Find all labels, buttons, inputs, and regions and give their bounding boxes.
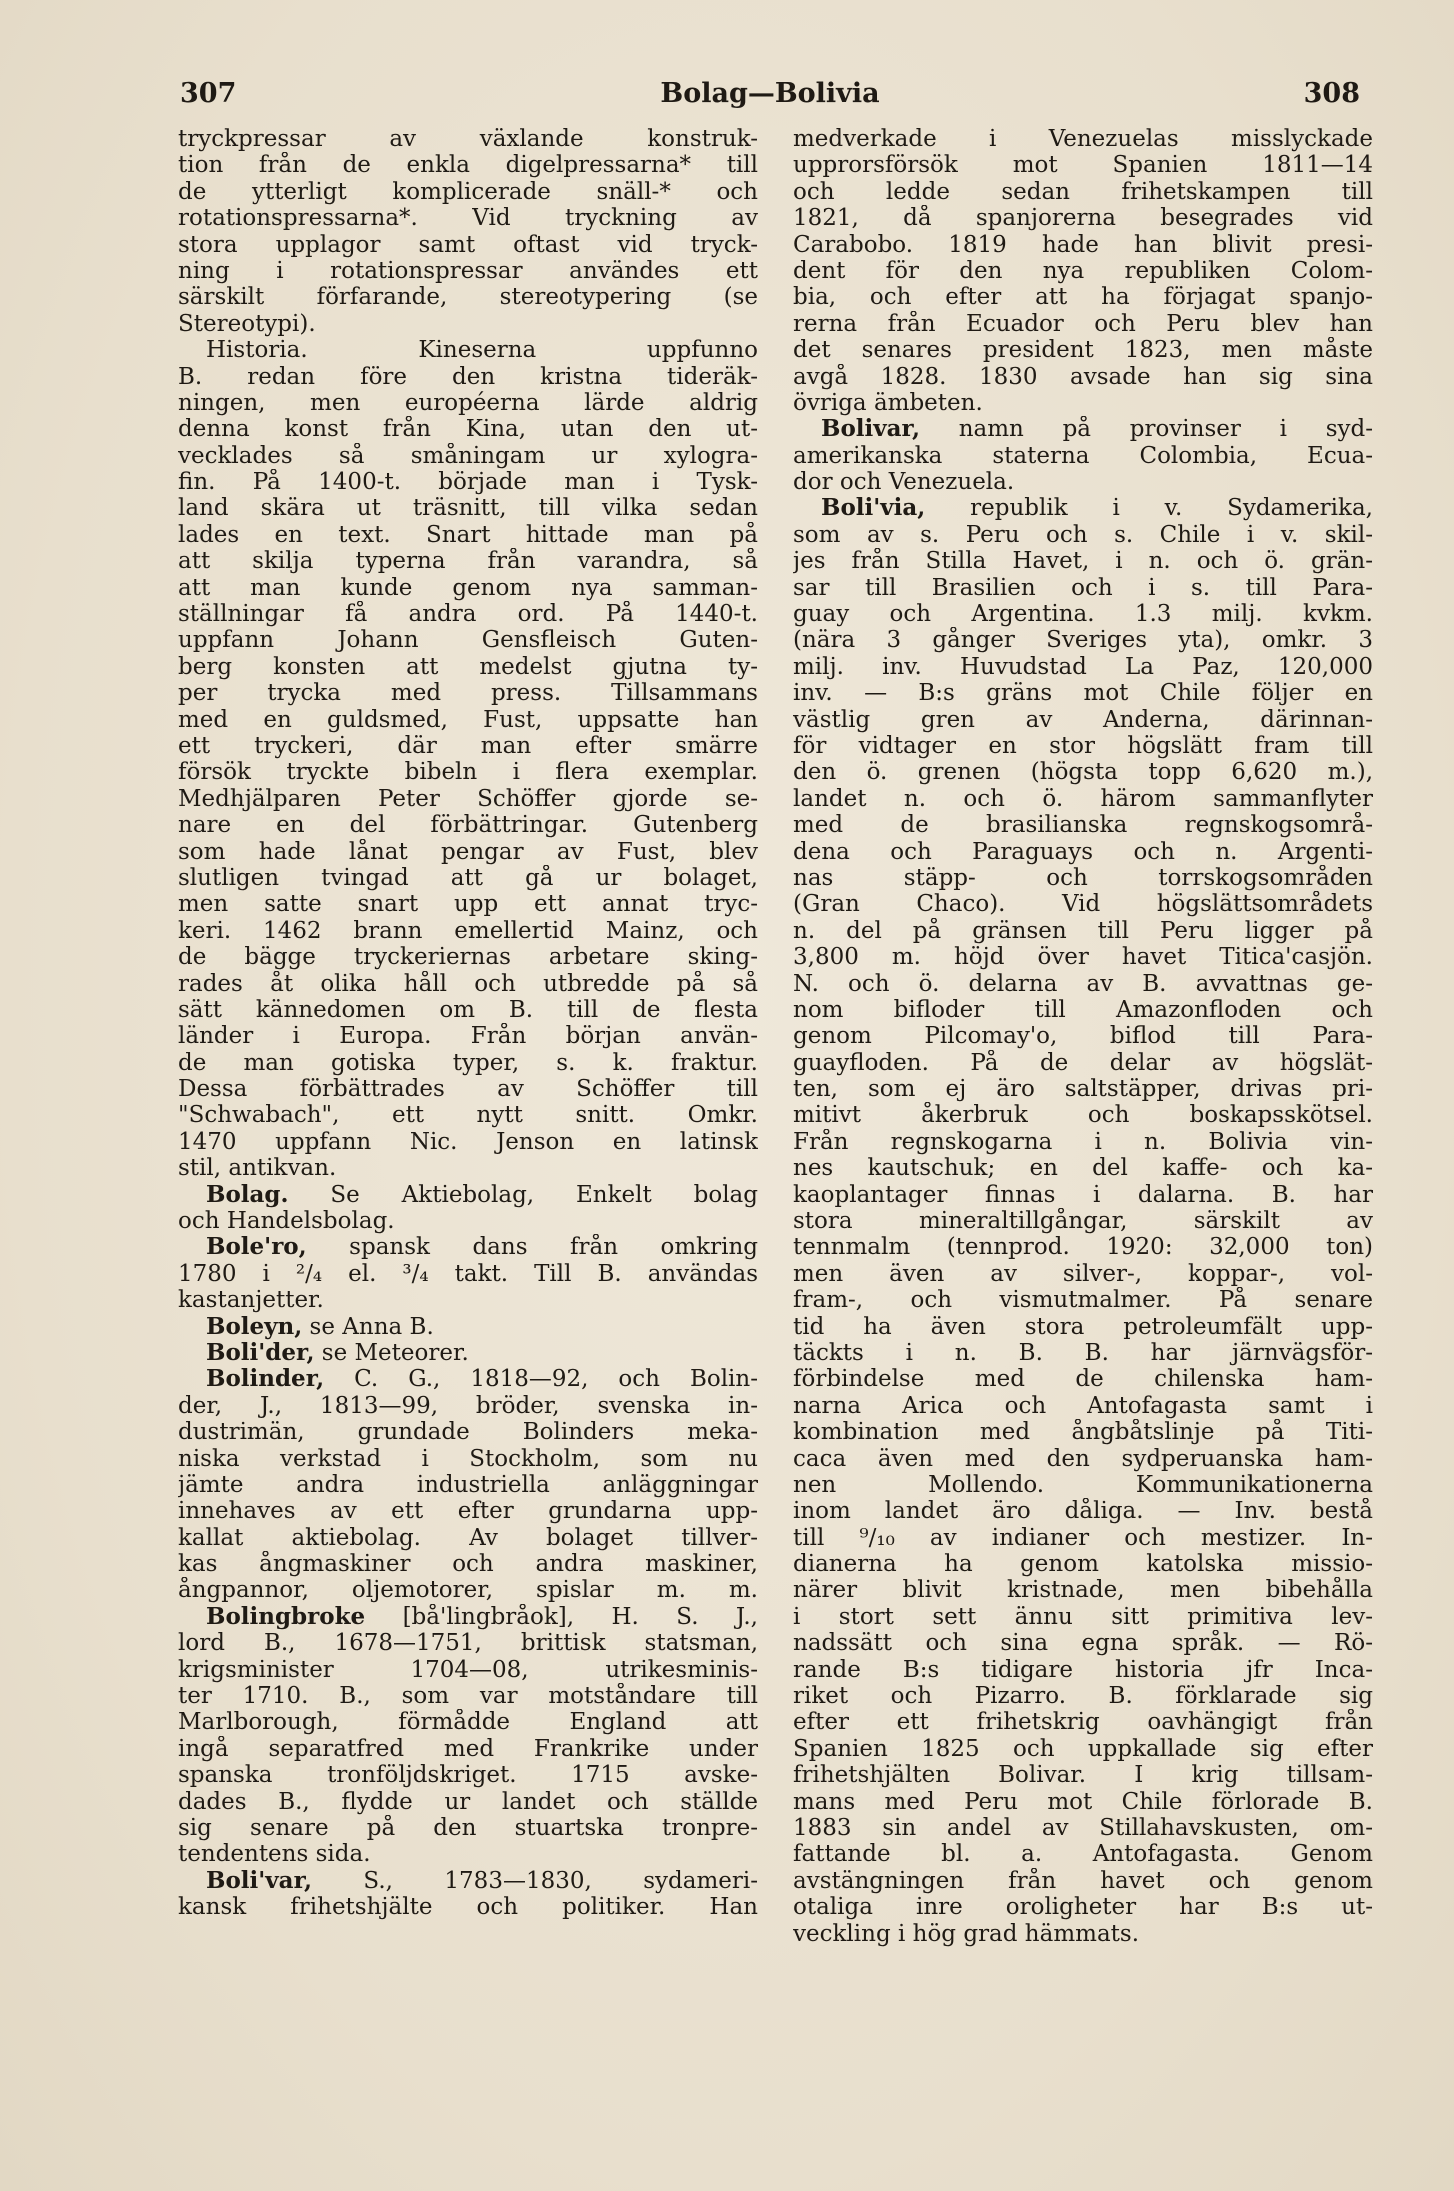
text-line: för vidtager en stor högslätt fram till xyxy=(793,732,1373,759)
text-line: förbindelse med de chilenska ham- xyxy=(793,1366,1373,1393)
text-line: att skilja typerna från varandra, så xyxy=(178,548,758,575)
text-line: ingå separatfred med Frankrike under xyxy=(178,1735,758,1762)
text-line: Bole'ro, spansk dans från omkring xyxy=(206,1234,758,1261)
text-line: n. del på gränsen till Peru ligger på xyxy=(793,917,1373,944)
text-line: der, J., 1813—99, bröder, svenska in- xyxy=(178,1392,758,1419)
right-column xyxy=(793,126,1373,1947)
text-line: Marlborough, förmådde England att xyxy=(178,1709,758,1736)
text-line: nare en del förbättringar. Gutenberg xyxy=(178,812,758,839)
text-line: tion från de enkla digelpressarna* till xyxy=(178,152,758,179)
text-line: kaoplantager finnas i dalarna. B. har xyxy=(793,1181,1373,1208)
text-line: Boli'var, S., 1783—1830, sydameri- xyxy=(206,1867,758,1894)
text-line: keri. 1462 brann emellertid Mainz, och xyxy=(178,917,758,944)
text-line: Bolinder, C. G., 1818—92, och Bolin- xyxy=(206,1366,758,1393)
text-line: ten, som ej äro saltstäpper, drivas pri- xyxy=(793,1076,1373,1103)
text-line: kombination med ångbåtslinje på Titi- xyxy=(793,1419,1373,1446)
text-line: fattande bl. a. Antofagasta. Genom xyxy=(793,1841,1373,1868)
text-line: särskilt förfarande, stereotypering (se xyxy=(178,284,758,311)
text-line: caca även med den sydperuanska ham- xyxy=(793,1445,1373,1472)
text-line: dades B., flydde ur landet och ställde xyxy=(178,1788,758,1815)
text-line: guayfloden. På de delar av högslät- xyxy=(793,1049,1373,1076)
text-line: ställningar få andra ord. På 1440-t. xyxy=(178,601,758,628)
text-line: rerna från Ecuador och Peru blev han xyxy=(793,310,1373,337)
text-line: i stort sett ännu sitt primitiva lev- xyxy=(793,1603,1373,1630)
text-line: inom landet äro dåliga. — Inv. bestå xyxy=(793,1498,1373,1525)
text-line: dent för den nya republiken Colom- xyxy=(793,257,1373,284)
text-line: 1821, då spanjorerna besegrades vid xyxy=(793,205,1373,232)
text-line: sar till Brasilien och i s. till Para- xyxy=(793,574,1373,601)
text-line: som av s. Peru och s. Chile i v. skil- xyxy=(793,521,1373,548)
text-line: täckts i n. B. B. har järnvägsför- xyxy=(793,1339,1373,1366)
text-line: veckling i hög grad hämmats. xyxy=(793,1920,1140,1947)
text-line: stora mineraltillgångar, särskilt av xyxy=(793,1208,1373,1235)
text-line: rande B:s tidigare historia jfr Inca- xyxy=(793,1656,1373,1683)
text-line: B. redan före den kristna tideräk- xyxy=(178,363,758,390)
text-line: land skära ut träsnitt, till vilka sedan xyxy=(178,495,758,522)
text-line: fram-, och vismutmalmer. På senare xyxy=(793,1287,1373,1314)
text-line: denna konst från Kina, utan den ut- xyxy=(178,416,758,443)
text-line: nes kautschuk; en del kaffe- och ka- xyxy=(793,1155,1373,1182)
text-line: bia, och efter att ha förjagat spanjo- xyxy=(793,284,1373,311)
text-line: nom bifloder till Amazonfloden och xyxy=(793,996,1373,1023)
text-line: dianerna ha genom katolska missio- xyxy=(793,1551,1373,1578)
text-line: mitivt åkerbruk och boskapsskötsel. xyxy=(793,1102,1373,1129)
text-line: Spanien 1825 och uppkallade sig efter xyxy=(793,1735,1373,1762)
text-line: dor och Venezuela. xyxy=(793,469,1015,496)
text-line: kallat aktiebolag. Av bolaget tillver- xyxy=(178,1524,758,1551)
text-line: guay och Argentina. 1.3 milj. kvkm. xyxy=(793,601,1373,628)
text-line: genom Pilcomay'o, biflod till Para- xyxy=(793,1023,1373,1050)
text-line: som hade lånat pengar av Fust, blev xyxy=(178,838,758,865)
text-line: Boli'der, se Meteorer. xyxy=(206,1339,469,1366)
text-line: berg konsten att medelst gjutna ty- xyxy=(178,653,758,680)
page-number-left: 307 xyxy=(180,78,237,109)
text-line: den ö. grenen (högsta topp 6,620 m.), xyxy=(793,759,1373,786)
text-line: de man gotiska typer, s. k. fraktur. xyxy=(178,1049,758,1076)
text-line: uppfann Johann Gensfleisch Guten- xyxy=(178,627,758,654)
text-line: med de brasilianska regnskogsområ- xyxy=(793,812,1373,839)
text-line: Boli'via, republik i v. Sydamerika, xyxy=(821,495,1373,522)
text-line: Boleyn, se Anna B. xyxy=(206,1313,434,1340)
text-line: Carabobo. 1819 hade han blivit presi- xyxy=(793,231,1373,258)
text-line: 1780 i ²/₄ el. ³/₄ takt. Till B. användas xyxy=(178,1260,758,1287)
text-line: 3,800 m. höjd över havet Titica'casjön. xyxy=(793,944,1373,971)
text-line: N. och ö. delarna av B. avvattnas ge- xyxy=(793,970,1373,997)
text-line: niska verkstad i Stockholm, som nu xyxy=(178,1445,758,1472)
text-line: men även av silver-, koppar-, vol- xyxy=(793,1260,1373,1287)
text-line: dustrimän, grundade Bolinders meka- xyxy=(178,1419,758,1446)
text-line: Från regnskogarna i n. Bolivia vin- xyxy=(793,1128,1373,1155)
text-line: milj. inv. Huvudstad La Paz, 120,000 xyxy=(793,653,1373,680)
text-line: upprorsförsök mot Spanien 1811—14 xyxy=(793,152,1373,179)
text-line: ter 1710. B., som var motståndare till xyxy=(178,1683,758,1710)
text-line: tennmalm (tennprod. 1920: 32,000 ton) xyxy=(793,1234,1373,1261)
text-line: stil, antikvan. xyxy=(178,1155,337,1182)
text-line: mans med Peru mot Chile förlorade B. xyxy=(793,1788,1373,1815)
text-line: Bolingbroke [bå'lingbråok], H. S. J., xyxy=(206,1603,758,1630)
text-line: det senares president 1823, men måste xyxy=(793,337,1373,364)
text-line: riket och Pizarro. B. förklarade sig xyxy=(793,1683,1373,1710)
text-line: 1883 sin andel av Stillahavskusten, om- xyxy=(793,1815,1373,1841)
text-line: rades åt olika håll och utbredde på så xyxy=(178,970,758,997)
text-line: nen Mollendo. Kommunikationerna xyxy=(793,1471,1373,1498)
text-line: länder i Europa. Från början använ- xyxy=(178,1023,758,1050)
text-line: sig senare på den stuartska tronpre- xyxy=(178,1815,758,1841)
text-line: tid ha även stora petroleumfält upp- xyxy=(793,1313,1373,1340)
text-line: Bolivar, namn på provinser i syd- xyxy=(821,416,1373,443)
text-line: närer blivit kristnade, men bibehålla xyxy=(793,1577,1373,1604)
text-line: kansk frihetshjälte och politiker. Han xyxy=(178,1894,758,1921)
text-line: dena och Paraguays och n. Argenti- xyxy=(793,838,1373,865)
left-column xyxy=(178,126,758,1921)
text-line: övriga ämbeten. xyxy=(793,389,983,416)
text-line: jämte andra industriella anläggningar xyxy=(178,1471,758,1498)
text-line: inv. — B:s gräns mot Chile följer en xyxy=(793,680,1373,707)
text-line: medverkade i Venezuelas misslyckade xyxy=(793,126,1373,152)
text-line: fin. På 1400-t. började man i Tysk- xyxy=(178,469,758,496)
text-line: stora upplagor samt oftast vid tryck- xyxy=(178,231,758,258)
text-line: landet n. och ö. härom sammanflyter xyxy=(793,785,1373,812)
text-line: sätt kännedomen om B. till de flesta xyxy=(178,996,758,1023)
text-line: "Schwabach", ett nytt snitt. Omkr. xyxy=(178,1102,758,1129)
text-line: (Gran Chaco). Vid högslättsområdets xyxy=(793,891,1373,918)
text-line: (nära 3 gånger Sveriges yta), omkr. 3 xyxy=(793,627,1373,654)
text-line: kas ångmaskiner och andra maskiner, xyxy=(178,1551,758,1578)
text-line: lord B., 1678—1751, brittisk statsman, xyxy=(178,1630,758,1657)
text-line: 1470 uppfann Nic. Jenson en latinsk xyxy=(178,1128,758,1155)
text-line: och ledde sedan frihetskampen till xyxy=(793,178,1373,205)
text-line: ning i rotationspressar användes ett xyxy=(178,257,758,284)
text-line: kastanjetter. xyxy=(178,1287,324,1314)
text-line: ningen, men européerna lärde aldrig xyxy=(178,389,758,416)
text-line: efter ett frihetskrig oavhängigt från xyxy=(793,1709,1373,1736)
text-line: avstängningen från havet och genom xyxy=(793,1867,1373,1894)
text-line: de ytterligt komplicerade snäll-* och xyxy=(178,178,758,205)
text-line: till ⁹/₁₀ av indianer och mestizer. In- xyxy=(793,1524,1373,1551)
text-line: krigsminister 1704—08, utrikesminis- xyxy=(178,1656,758,1683)
text-line: tryckpressar av växlande konstruk- xyxy=(178,126,758,152)
text-line: men satte snart upp ett annat tryc- xyxy=(178,891,758,918)
text-line: per trycka med press. Tillsammans xyxy=(178,680,758,707)
text-line: nas stäpp- och torrskogsområden xyxy=(793,864,1373,891)
text-line: Dessa förbättrades av Schöffer till xyxy=(178,1076,758,1103)
text-line: att man kunde genom nya samman- xyxy=(178,574,758,601)
page-header xyxy=(180,68,1360,128)
text-line: narna Arica och Antofagasta samt i xyxy=(793,1392,1373,1419)
text-line: slutligen tvingad att gå ur bolaget, xyxy=(178,864,758,891)
text-line: innehaves av ett efter grundarna upp- xyxy=(178,1498,758,1525)
text-line: med en guldsmed, Fust, uppsatte han xyxy=(178,706,758,733)
text-line: spanska tronföljdskriget. 1715 avske- xyxy=(178,1762,758,1789)
text-line: avgå 1828. 1830 avsade han sig sina xyxy=(793,363,1373,390)
running-title: Bolag—Bolivia xyxy=(660,78,880,109)
text-line: lades en text. Snart hittade man på xyxy=(178,521,758,548)
text-line: tendentens sida. xyxy=(178,1841,371,1868)
text-line: Historia. Kineserna uppfunno xyxy=(206,337,758,364)
text-line: de bägge tryckeriernas arbetare sking- xyxy=(178,944,758,971)
text-line: vecklades så småningam ur xylogra- xyxy=(178,442,758,469)
text-line: försök tryckte bibeln i flera exemplar. xyxy=(178,759,758,786)
text-line: jes från Stilla Havet, i n. och ö. grän- xyxy=(793,548,1373,575)
text-line: Bolag. Se Aktiebolag, Enkelt bolag xyxy=(206,1181,758,1208)
text-line: ångpannor, oljemotorer, spislar m. m. xyxy=(178,1577,758,1604)
text-line: nadssätt och sina egna språk. — Rö- xyxy=(793,1630,1373,1657)
text-line: otaliga inre oroligheter har B:s ut- xyxy=(793,1894,1373,1921)
text-line: rotationspressarna*. Vid tryckning av xyxy=(178,205,758,232)
text-line: Stereotypi). xyxy=(178,310,316,337)
text-line: frihetshjälten Bolivar. I krig tillsam- xyxy=(793,1762,1373,1789)
page-number-right: 308 xyxy=(1303,78,1360,109)
text-line: västlig gren av Anderna, därinnan- xyxy=(793,706,1373,733)
text-line: amerikanska staterna Colombia, Ecua- xyxy=(793,442,1373,469)
text-line: Medhjälparen Peter Schöffer gjorde se- xyxy=(178,785,758,812)
text-line: ett tryckeri, där man efter smärre xyxy=(178,732,758,759)
text-line: och Handelsbolag. xyxy=(178,1208,395,1235)
